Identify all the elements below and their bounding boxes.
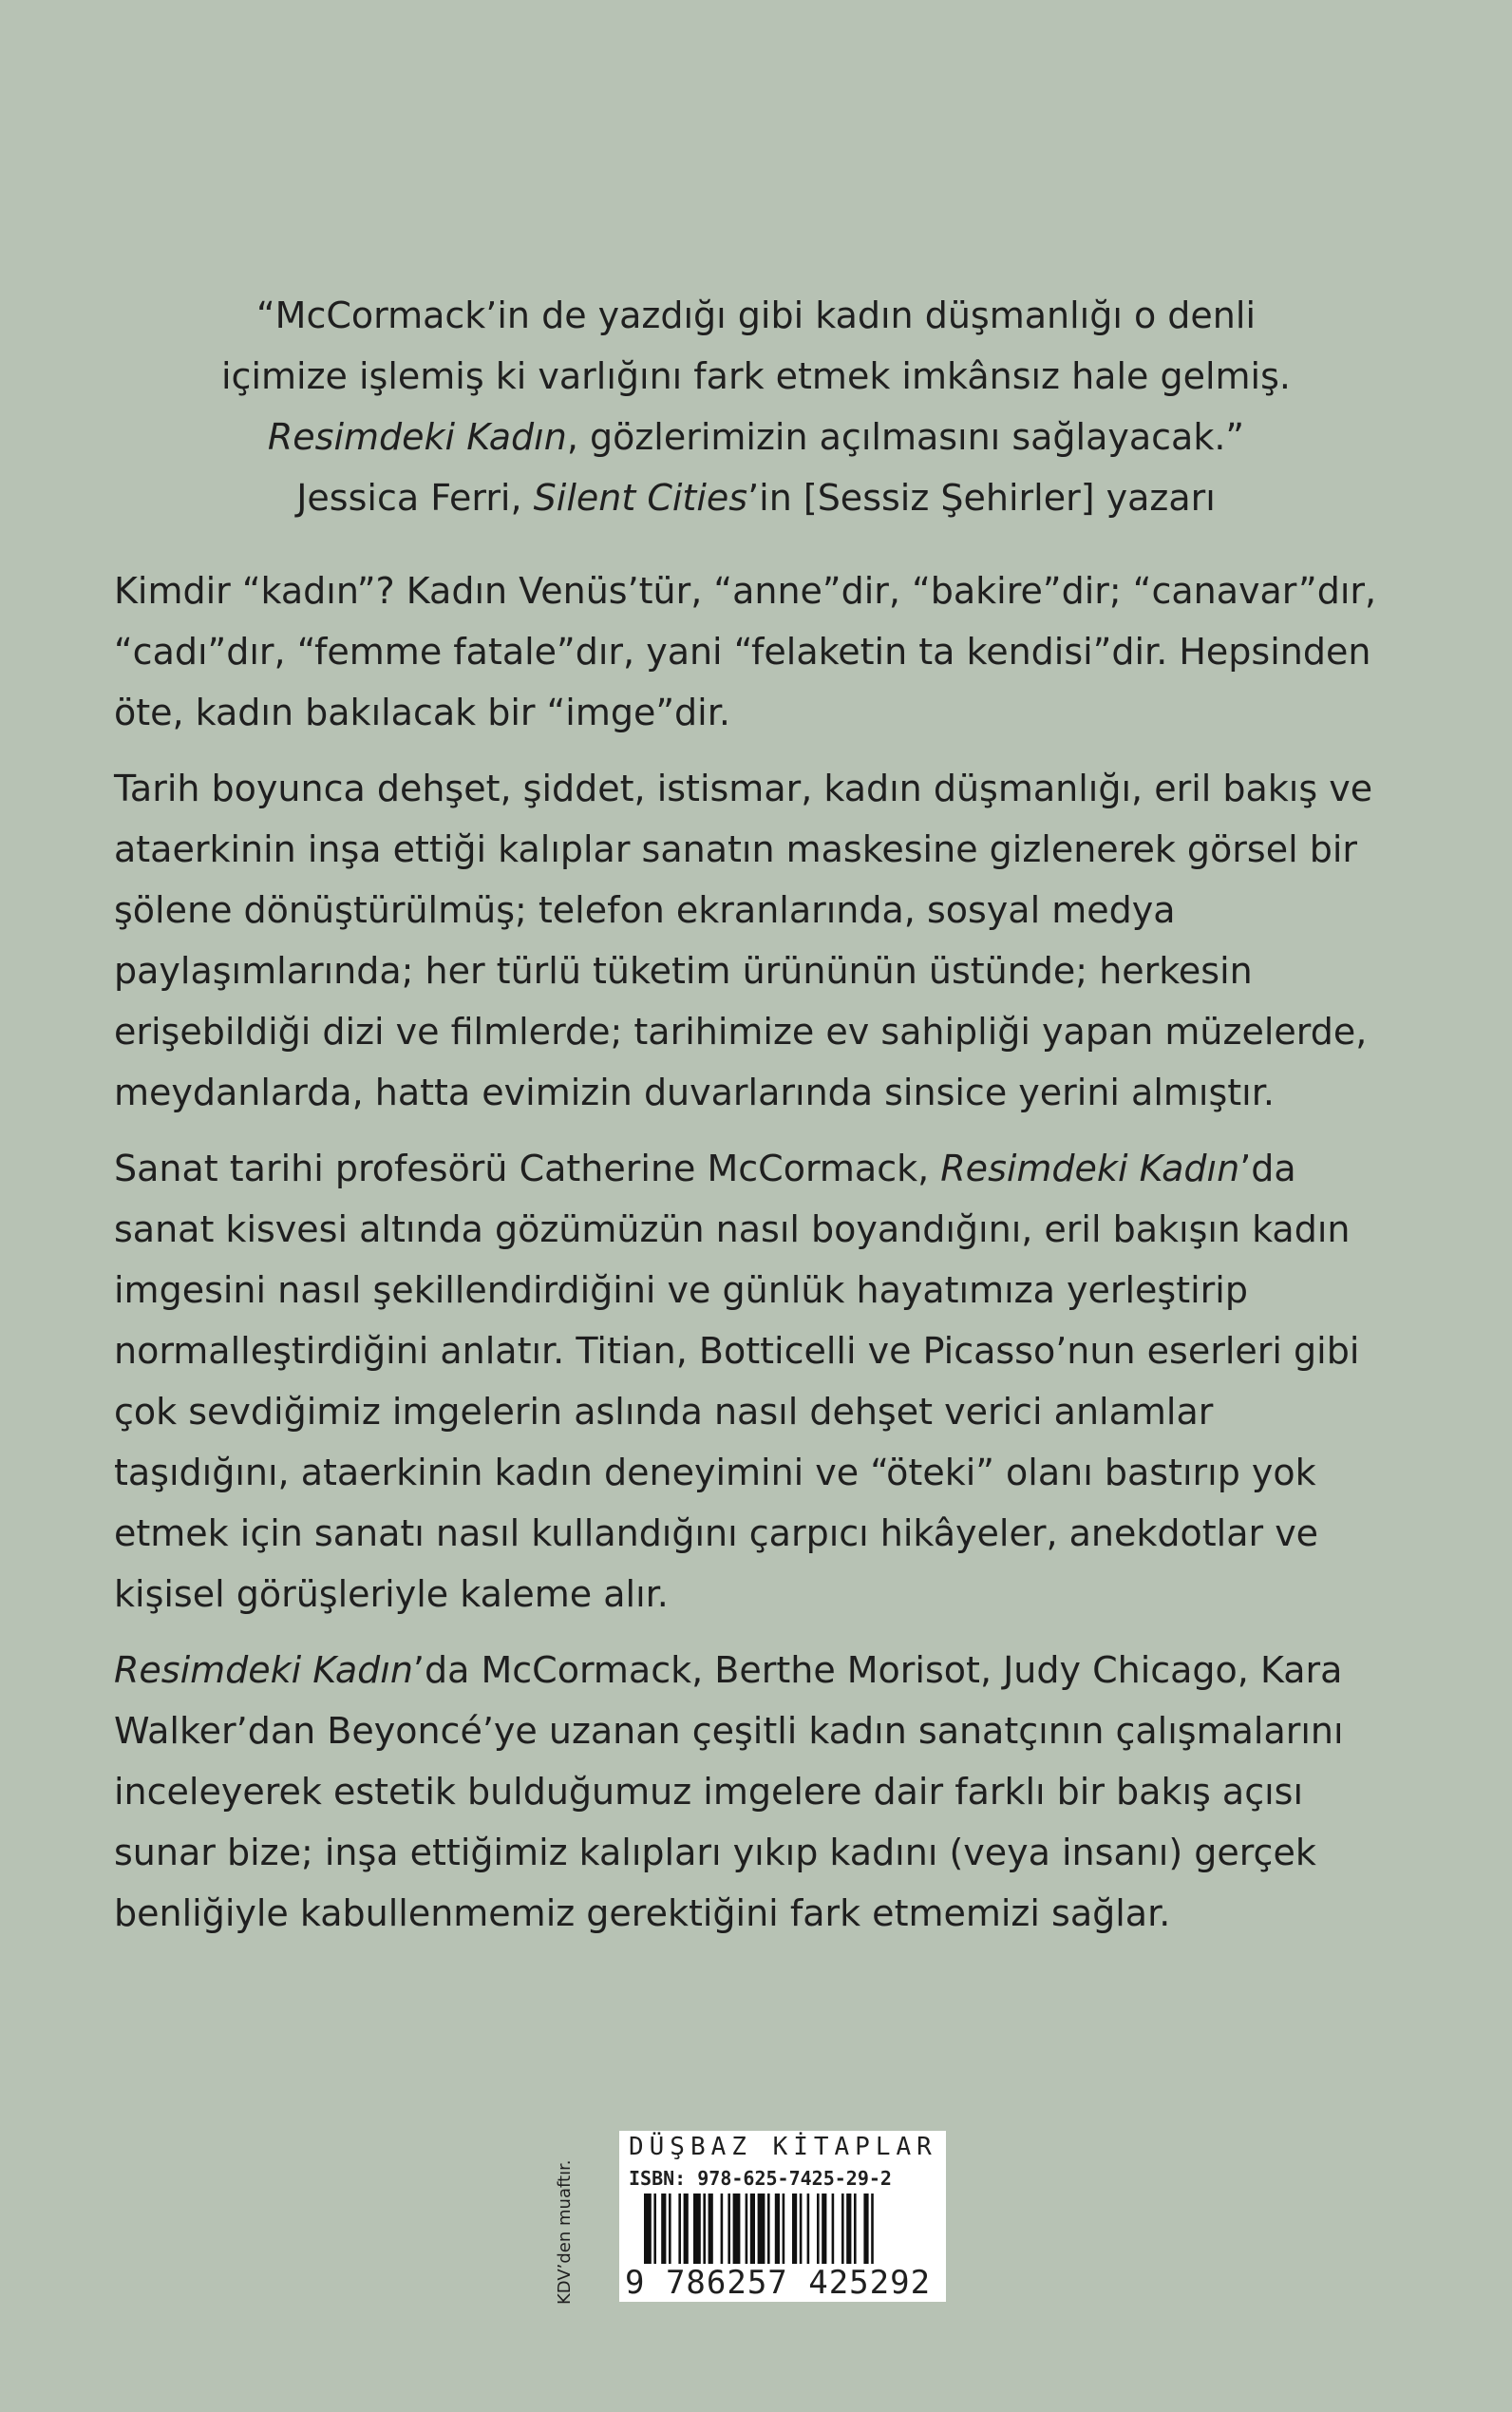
isbn-text: ISBN: 978-625-7425-29-2: [629, 2167, 892, 2190]
blurb-text: [114, 560, 1400, 1959]
tax-exempt-note: KDV’den muaftır.: [555, 2159, 575, 2305]
book-title: Resimdeki Kadın: [940, 1148, 1240, 1189]
barcode-number: 9 786257 425292: [625, 2264, 932, 2302]
book-title: Resimdeki Kadın: [267, 416, 567, 458]
blurb-paragraph: Resimdeki Kadın’da McCormack, Berthe Morisot, Judy Chicago, Kara Walker’dan Beyoncé’ye uzanan çeşitli kadın sanatçının çalışmalarını inceleyerek estetik bulduğumuz imgelere dair farklı bir bakış açısı sunar bize; inşa ettiğimiz kalıpları yıkıp kadını (veya insanı) gerçek benliğiyle kabullenmemiz gerektiğini fark etmemizi sağlar.: [114, 1649, 1344, 1934]
publisher-name: DÜŞBAZ KİTAPLAR: [629, 2133, 937, 2161]
quote-attribution: Jessica Ferri, Silent Cities’in [Sessiz Şehirler] yazarı: [296, 477, 1216, 519]
book-title: Resimdeki Kadın: [114, 1649, 413, 1691]
quote-line: Resimdeki Kadın, gözlerimizin açılmasını sağlayacak.”: [267, 416, 1245, 458]
blurb-paragraph: Sanat tarihi profesörü Catherine McCormack, Resimdeki Kadın’da sanat kisvesi altında gözümüzün nasıl boyandığını, eril bakışın kadın imgesini nasıl şekillendirdiğini ve günlük hayatımıza yerleştirip normalleştirdiğini anlatır. Titian, Botticelli ve Picasso’nun eserleri gibi çok sevdiğimiz imgelerin aslında nasıl dehşet verici anlamlar taşıdığını, ataerkinin kadın deneyimini ve “öteki” olanı bastırıp yok etmek için sanatı nasıl kullandığını çarpıcı hikâyeler, anekdotlar ve kişisel görüşleriyle kaleme alır.: [114, 1148, 1360, 1615]
barcode-bars-icon: [644, 2194, 925, 2264]
endorsement-quote: [152, 285, 1360, 528]
cited-book-title: Silent Cities: [533, 477, 748, 519]
blurb-paragraph: Tarih boyunca dehşet, şiddet, istismar, kadın düşmanlığı, eril bakış ve ataerkinin inşa ettiği kalıplar sanatın maskesine gizlenerek görsel bir şölene dönüştürülmüş; telefon ekranlarında, sosyal medya paylaşımlarında; her türlü tüketim ürününün üstünde; herkesin erişebildiği dizi ve filmlerde; tarihimize ev sahipliği yapan müzelerde, meydanlarda, hatta evimizin duvarlarında sinsice yerini almıştır.: [114, 768, 1373, 1113]
quote-line: içimize işlemiş ki varlığını fark etmek imkânsız hale gelmiş.: [221, 355, 1291, 397]
blurb-paragraph: Kimdir “kadın”? Kadın Venüs’tür, “anne”dir, “bakire”dir; “canavar”dır, “cadı”dır, “femme fatale”dır, yani “felaketin ta kendisi”dir. Hepsinden öte, kadın bakılacak bir “imge”dir.: [114, 570, 1377, 733]
quote-line: “McCormack’in de yazdığı gibi kadın düşmanlığı o denli: [255, 294, 1257, 336]
isbn-barcode: [619, 2131, 946, 2302]
